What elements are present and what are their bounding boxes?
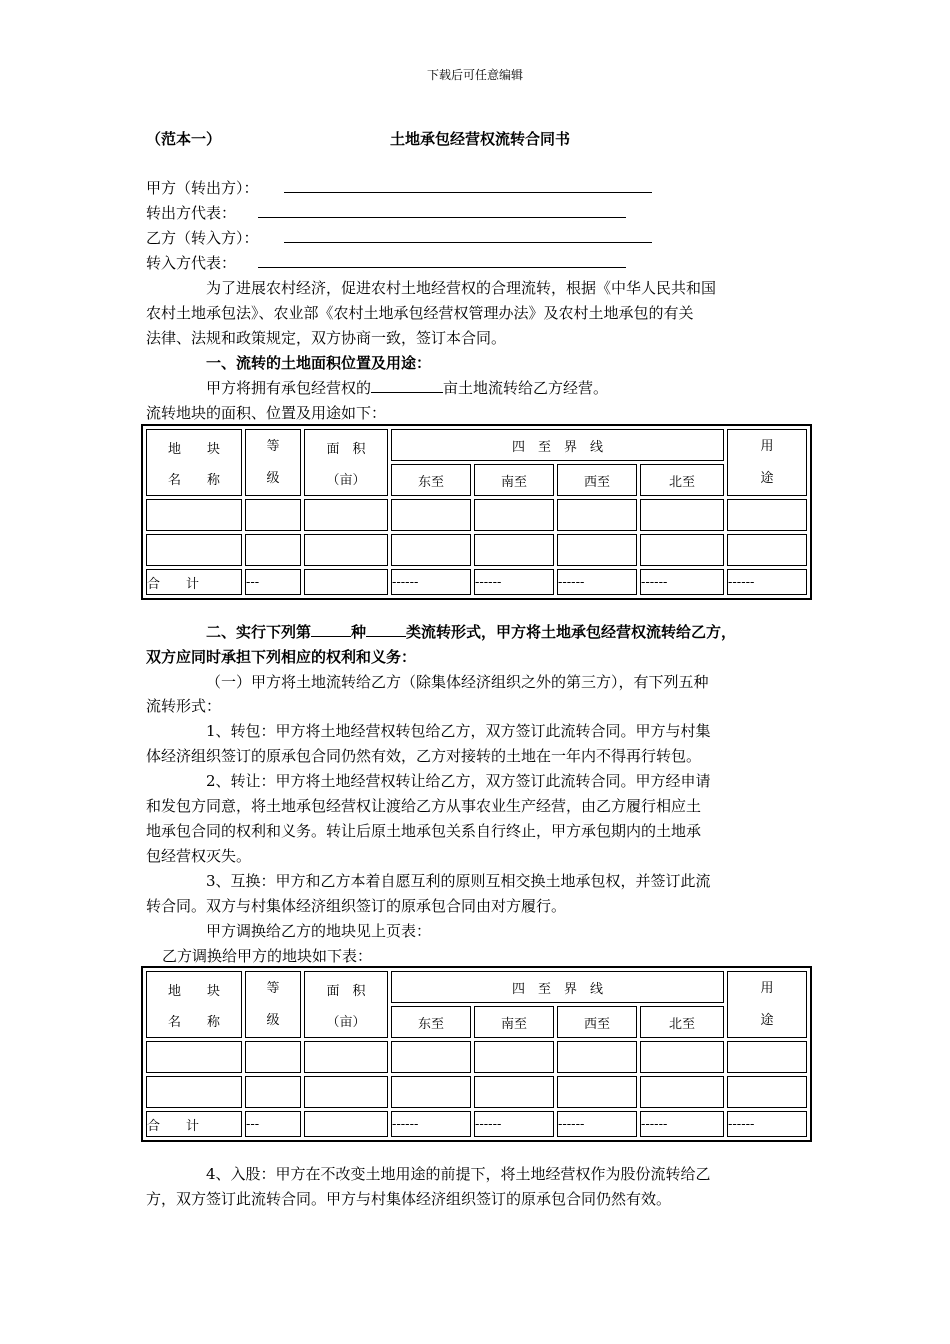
total-label: 合 计 [146,1111,242,1137]
intro-line-3: 法律、法规和政策规定，双方协商一致，签订本合同。 [146,329,507,347]
item1-line-a: 1、转包：甲方将土地经营权转包给乙方，双方签订此流转合同。甲方与村集 [206,722,711,740]
item1-line-b: 体经济组织签订的原承包合同仍然有效，乙方对接转的土地在一年内不得再行转包。 [146,747,702,765]
header-area-2: （亩） [326,1014,366,1030]
header-east: 东至 [391,464,471,496]
header-boundaries: 四 至 界 线 [391,429,724,461]
header-use-text: 用 途 [760,438,800,486]
header-area-1: 面 积 [326,441,366,457]
area-blank[interactable] [371,378,443,393]
section1-heading: 一、流转的土地面积位置及用途： [206,354,432,372]
cell[interactable] [727,1041,807,1073]
item2-line-b: 和发包方同意，将土地承包经营权让渡给乙方从事农业生产经营，由乙方履行相应土 [146,797,702,815]
header-north: 北至 [640,464,724,496]
item2-line-c: 地承包合同的权利和义务。转让后原土地承包关系自行终止，甲方承包期内的土地承 [146,822,702,840]
party-b-line [146,228,666,248]
header-grade [245,429,306,496]
intro-line-1: 为了进展农村经济，促进农村土地经营权的合理流转，根据《中华人民共和国 [206,279,717,297]
section1-line2: 流转地块的面积、位置及用途如下： [146,404,387,422]
party-a-rep-line [146,203,666,223]
header-use [727,429,807,496]
cell[interactable] [146,1041,242,1073]
cell[interactable] [474,499,554,531]
party-a-blank[interactable] [284,178,652,193]
item3-line-b: 转合同。双方与村集体经济组织签订的原承包合同由对方履行。 [146,897,567,915]
header-area [304,429,388,496]
cell[interactable] [727,499,807,531]
section2-heading-a: 二、实行下列第 [206,623,312,641]
cell[interactable] [557,1076,637,1108]
template-label: （范本一） [146,130,222,148]
cell[interactable] [640,1076,724,1108]
item4-line-a: 4、入股：甲方在不改变土地用途的前提下，将土地经营权作为股份流转给乙 [206,1165,711,1183]
party-b-blank[interactable] [284,228,652,243]
header-use [727,971,807,1038]
total-dash: ------ [727,569,807,595]
cell[interactable] [727,1076,807,1108]
section2-heading-c: 类流转形式，甲方将土地承包经营权流转给乙方， [406,623,737,641]
header-plot-name-1: 地 块 [167,441,220,457]
section1-line1 [206,378,608,398]
sub1-line-b: 流转形式： [146,697,222,715]
header-area-2: （亩） [326,472,366,488]
party-a-line [146,178,666,198]
section2-heading-b: 种 [351,623,367,641]
cell[interactable] [304,1041,388,1073]
party-b-rep-label: 转入方代表： [146,254,237,272]
header-west: 西至 [557,464,637,496]
item3-line-d: 乙方调换给甲方的地块如下表： [162,947,373,965]
section2-heading-line2: 双方应同时承担下列相应的权利和义务： [146,648,417,666]
header-south: 南至 [474,464,554,496]
sub1-line-a: （一）甲方将土地流转给乙方（除集体经济组织之外的第三方），有下列五种 [206,673,709,691]
cell[interactable] [474,534,554,566]
total-dash: --- [245,569,301,595]
document-title: 土地承包经营权流转合同书 [390,130,571,148]
cell[interactable] [391,534,471,566]
party-b-label: 乙方（转入方）： [146,229,259,247]
cell[interactable] [557,534,637,566]
total-dash: ------ [557,569,637,595]
header-east: 东至 [391,1006,471,1038]
total-dash: ------ [391,569,471,595]
header-grade [245,971,306,1038]
header-area [304,971,388,1038]
cell[interactable] [640,499,724,531]
category-blank-2[interactable] [366,622,406,637]
land-table-1 [141,424,812,600]
item3-line-c: 甲方调换给乙方的地块见上页表： [206,922,432,940]
title-row [146,128,816,148]
item4-line-b: 方，双方签订此流转合同。甲方与村集体经济组织签订的原承包合同仍然有效。 [146,1190,672,1208]
cell[interactable] [304,534,388,566]
header-area-1: 面 积 [326,983,366,999]
cell[interactable] [304,1076,388,1108]
item3-line-a: 3、互换：甲方和乙方本着自愿互利的原则互相交换土地承包权，并签订此流 [206,872,711,890]
header-plot-name-2: 名 称 [167,472,220,488]
cell[interactable] [474,1076,554,1108]
total-dash: ------ [474,1111,554,1137]
total-label: 合 计 [146,569,242,595]
category-blank-1[interactable] [311,622,351,637]
cell[interactable] [245,1041,301,1073]
total-dash: ------ [727,1111,807,1137]
cell[interactable] [727,534,807,566]
total-dash: ------ [557,1111,637,1137]
total-dash: ------ [474,569,554,595]
header-use-text: 用 途 [760,980,800,1028]
party-b-rep-blank[interactable] [258,253,626,268]
total-area[interactable] [304,569,388,595]
section1-line1-a: 甲方将拥有承包经营权的 [206,379,372,397]
cell[interactable] [474,1041,554,1073]
header-plot-name [146,971,242,1038]
cell[interactable] [391,499,471,531]
party-a-rep-label: 转出方代表： [146,204,237,222]
cell[interactable] [304,499,388,531]
header-boundaries: 四 至 界 线 [391,971,724,1003]
section1-line1-b: 亩土地流转给乙方经营。 [443,379,609,397]
header-plot-name [146,429,242,496]
header-west: 西至 [557,1006,637,1038]
item2-line-a: 2、转让：甲方将土地经营权转让给乙方，双方签订此流转合同。甲方经申请 [206,772,711,790]
cell[interactable] [245,499,301,531]
total-dash: --- [245,1111,301,1137]
cell[interactable] [146,534,242,566]
total-area[interactable] [304,1111,388,1137]
header-south: 南至 [474,1006,554,1038]
total-dash: ------ [391,1111,471,1137]
party-b-rep-line [146,253,666,273]
section2-heading [206,622,736,642]
header-grade-text: 等 级 [266,980,306,1028]
party-a-label: 甲方（转出方）： [146,179,259,197]
header-plot-name-2: 名 称 [167,1014,220,1030]
item2-line-d: 包经营权灭失。 [146,847,252,865]
header-north: 北至 [640,1006,724,1038]
cell[interactable] [245,534,301,566]
cell[interactable] [640,1041,724,1073]
cell[interactable] [557,1041,637,1073]
party-a-rep-blank[interactable] [258,203,626,218]
cell[interactable] [146,1076,242,1108]
cell[interactable] [245,1076,301,1108]
cell[interactable] [640,534,724,566]
cell[interactable] [557,499,637,531]
intro-line-2: 农村土地承包法》、农业部《农村土地承包经营权管理办法》及农村土地承包的有关 [146,304,694,322]
total-dash: ------ [640,569,724,595]
cell[interactable] [391,1076,471,1108]
header-grade-text: 等 级 [266,438,306,486]
cell[interactable] [391,1041,471,1073]
header-note: 下载后可任意编辑 [426,68,523,82]
total-dash: ------ [640,1111,724,1137]
header-plot-name-1: 地 块 [167,983,220,999]
cell[interactable] [146,499,242,531]
land-table-2 [141,966,812,1142]
